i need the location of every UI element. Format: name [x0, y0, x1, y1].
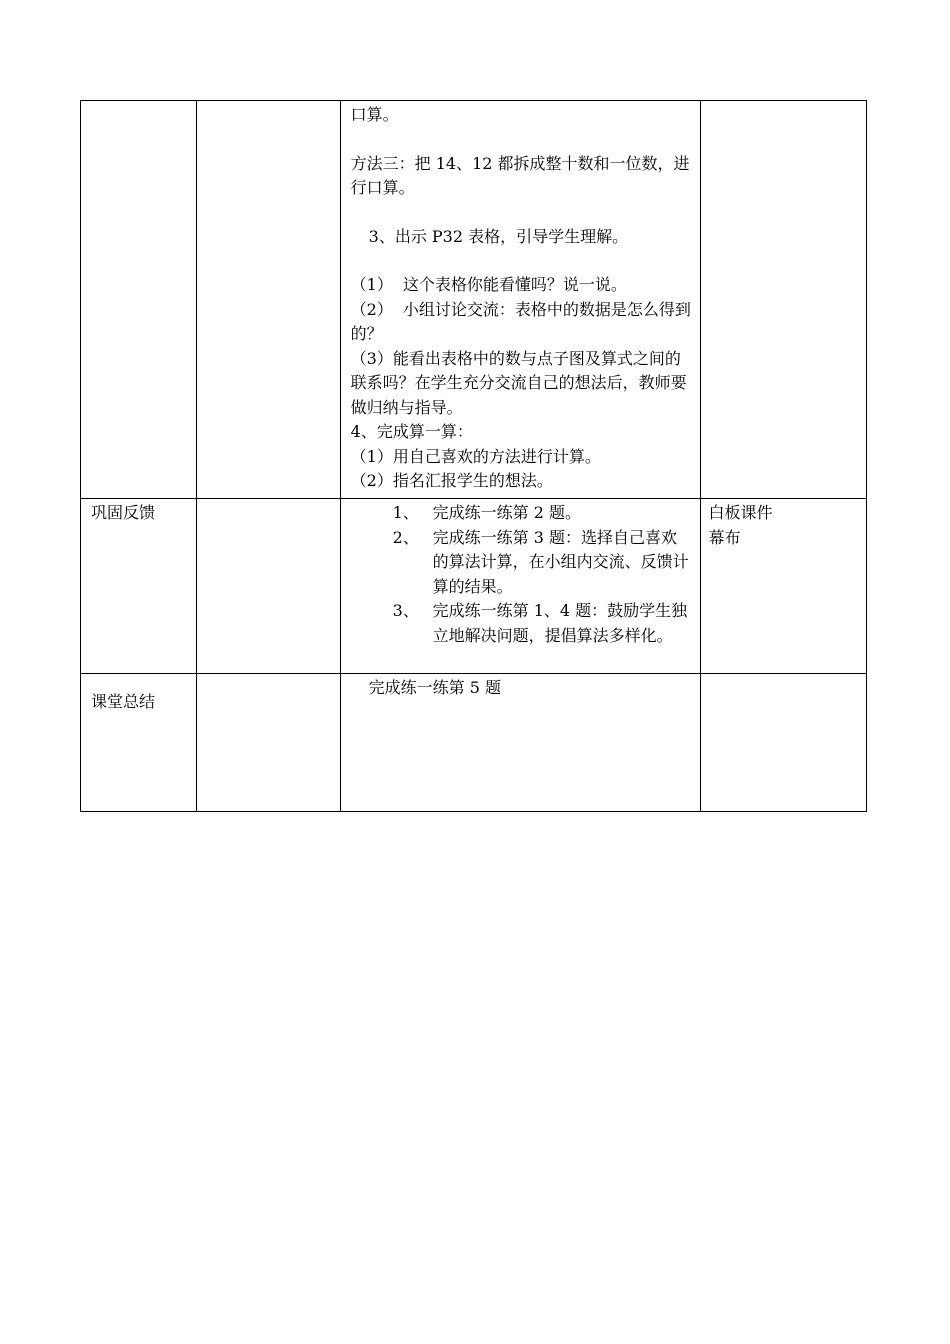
item-text: 完成练一练第 3 题：选择自己喜欢的算法计算，在小组内交流、反馈计算的结果。	[432, 527, 689, 596]
question-1	[351, 273, 692, 298]
tools-text	[701, 674, 866, 676]
content-cell	[340, 499, 700, 674]
tools-cell	[700, 674, 866, 812]
item-number: 2、	[392, 527, 419, 547]
stage-cell	[81, 499, 197, 674]
stage-cell	[81, 674, 197, 812]
lesson-plan-table	[80, 100, 867, 812]
content-cell	[340, 101, 700, 499]
tools-text	[701, 101, 866, 103]
stage-cell	[81, 101, 197, 499]
item-text: 完成练一练第 2 题。	[432, 503, 581, 522]
sub-step-2: （2）指名汇报学生的想法。	[350, 471, 553, 490]
list-item	[393, 599, 690, 648]
student-activity-cell	[197, 499, 340, 674]
question-1-number: （1）	[350, 275, 393, 294]
question-1-text: 这个表格你能看懂吗？说一说。	[402, 275, 627, 294]
tools-cell	[700, 101, 866, 499]
question-2-number: （2）	[350, 299, 393, 319]
content-cell	[340, 674, 700, 812]
stage-label: 巩固反馈	[91, 503, 156, 522]
practice-list	[341, 499, 700, 648]
stage-label	[81, 101, 196, 103]
question-2	[351, 298, 692, 347]
step-four: 4、完成算一算：	[350, 422, 473, 441]
list-item	[393, 526, 690, 600]
question-2-text: 小组讨论交流：表格中的数据是怎么得到的？	[350, 299, 691, 343]
list-item	[393, 501, 690, 526]
stage-label: 课堂总结	[91, 692, 156, 711]
summary-text: 完成练一练第 5 题	[368, 678, 501, 697]
item-number: 3、	[392, 601, 419, 620]
table-row	[81, 499, 867, 674]
table-row	[81, 101, 867, 499]
table-row	[81, 674, 867, 812]
tools-line-1: 白板课件	[708, 503, 773, 522]
item-text: 完成练一练第 1、4 题：鼓励学生独立地解决问题，提倡算法多样化。	[432, 601, 688, 645]
method-three: 方法三：把 14、12 都拆成整十数和一位数，进行口算。	[350, 153, 690, 197]
text-line: 口算。	[350, 105, 399, 124]
sub-step-1: （1）用自己喜欢的方法进行计算。	[350, 446, 601, 466]
question-3: （3）能看出表格中的数与点子图及算式之间的联系吗？在学生充分交流自己的想法后，教师要做归纳与指导。	[350, 348, 687, 417]
tools-line-2: 幕布	[708, 527, 741, 547]
student-activity-cell	[197, 674, 340, 812]
step-three: 3、出示 P32 表格，引导学生理解。	[368, 226, 629, 246]
student-activity-cell	[197, 101, 340, 499]
tools-cell	[700, 499, 866, 674]
item-number: 1、	[392, 503, 419, 522]
